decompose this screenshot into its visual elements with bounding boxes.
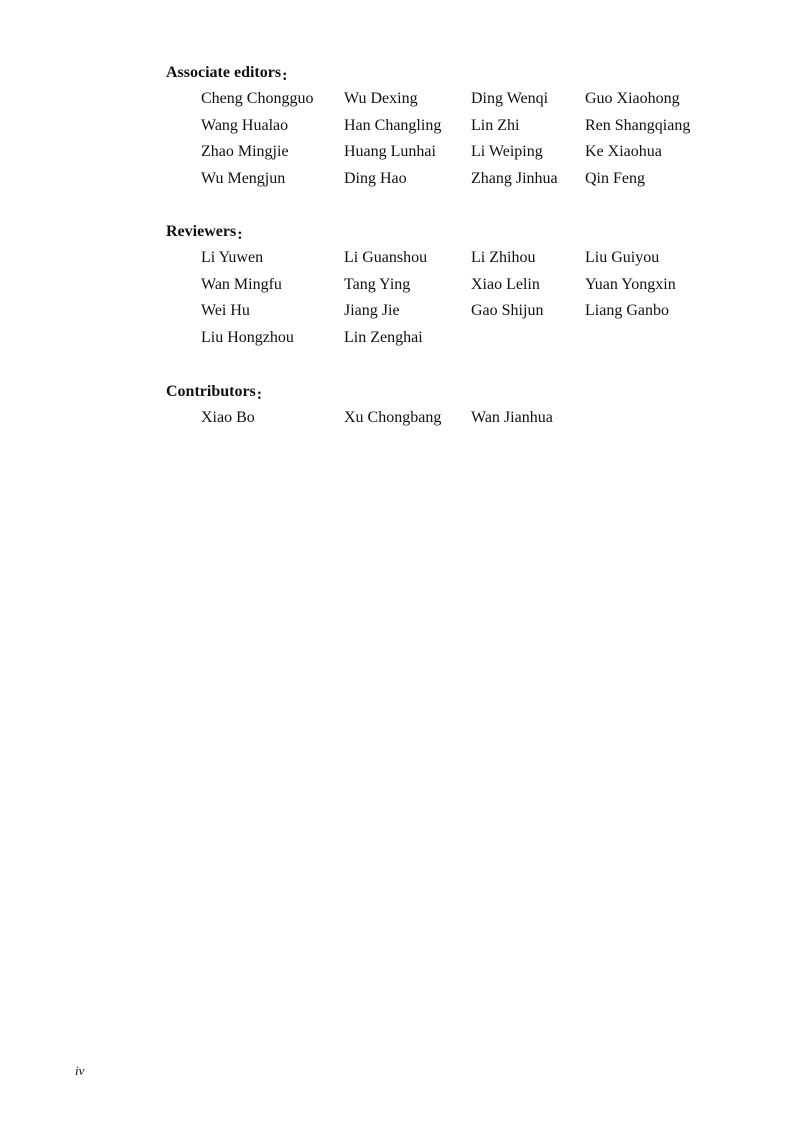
contributors-section [166,382,705,428]
contributors-colon: : [256,386,263,403]
reviewers-colon: : [237,226,243,243]
name-entry: Wu Mengjun [201,169,286,187]
name-entry: Guo Xiaohong [585,90,680,107]
name-entry: Zhao Mingjie [201,143,289,161]
contributors-names [201,408,705,428]
contributors-heading-text: Contributors [166,383,256,400]
name-entry: Cheng Chongguo [201,90,314,107]
name-entry: Wan Jianhua [471,409,553,426]
contributors-heading [166,382,705,402]
name-entry: Wan Mingfu [201,275,282,293]
name-entry: Liu Hongzhou [201,328,294,346]
associate-editors-heading-text: Associate editors [166,64,282,81]
reviewers-heading-text: Reviewers [166,223,237,240]
name-entry: Huang Lunhai [344,143,436,161]
name-entry: Ding Wenqi [471,90,549,107]
name-entry: Liang Ganbo [585,302,669,320]
associate-editors-section [166,63,705,189]
name-entry: Xiao Lelin [471,275,540,293]
name-entry: Lin Zhi [471,116,520,134]
name-entry: Yuan Yongxin [585,275,676,293]
name-entry: Ding Hao [344,169,407,187]
reviewers-heading [166,222,705,242]
name-entry: Ren Shangqiang [585,116,691,134]
name-entry: Xu Chongbang [344,409,442,426]
name-entry: Li Zhihou [471,249,536,266]
reviewers-names [201,248,705,348]
name-entry: Ke Xiaohua [585,143,662,161]
name-entry: Qin Feng [585,169,645,187]
name-entry: Gao Shijun [471,302,544,320]
name-entry: Wei Hu [201,302,250,320]
name-entry: Han Changling [344,116,442,134]
associate-editors-names [201,89,705,189]
name-entry: Lin Zenghai [344,328,423,346]
name-entry: Wu Dexing [344,90,418,107]
name-entry: Zhang Jinhua [471,169,558,187]
name-entry: Jiang Jie [344,302,400,320]
name-entry: Li Guanshou [344,249,428,266]
name-entry: Liu Guiyou [585,249,660,266]
name-entry: Li Yuwen [201,249,264,266]
name-entry: Wang Hualao [201,116,289,134]
reviewers-section [166,222,705,348]
associate-editors-heading [166,63,705,83]
name-entry: Li Weiping [471,143,543,161]
name-entry: Xiao Bo [201,409,255,426]
page-number: iv [75,1063,85,1078]
associate-editors-colon: : [282,67,288,84]
name-entry: Tang Ying [344,275,411,293]
